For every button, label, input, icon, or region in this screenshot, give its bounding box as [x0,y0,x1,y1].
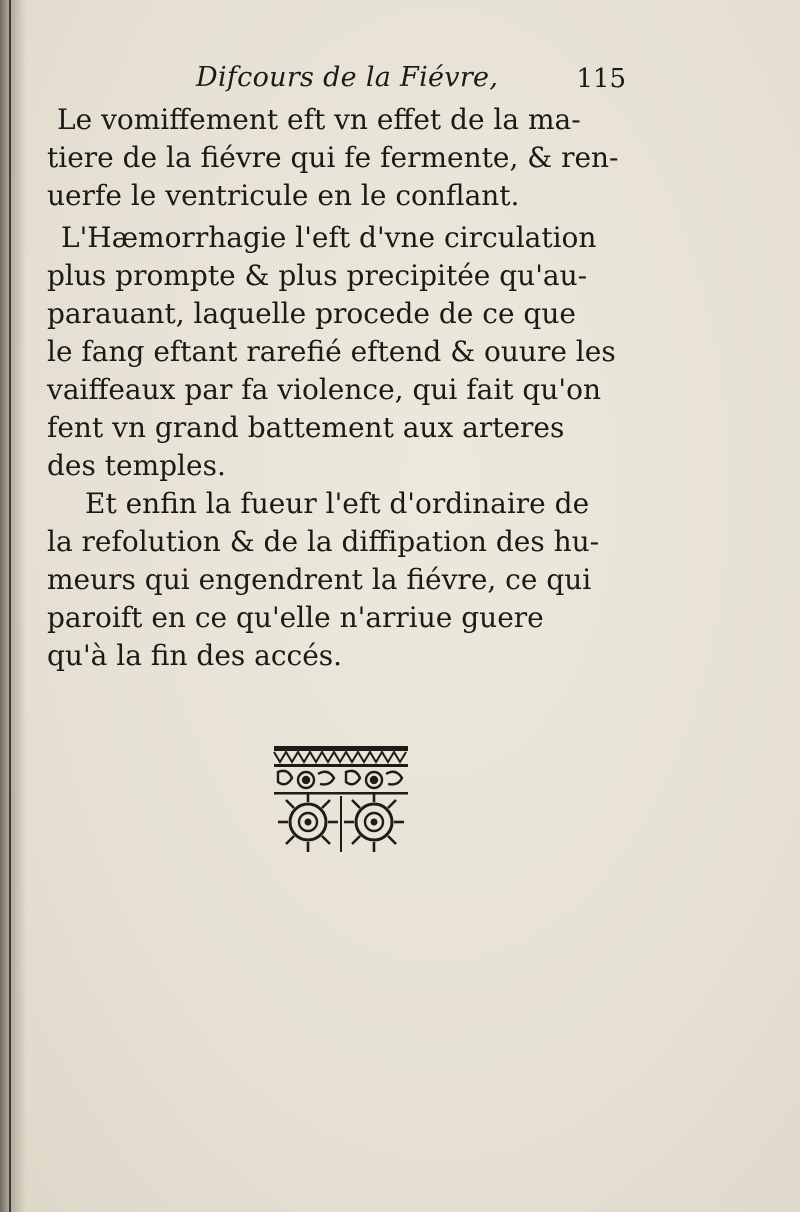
text-line: qu'à la fin des accés. [47,639,343,672]
text-line: meurs qui engendrent la fiévre, ce qui [47,563,592,596]
spine-edge [9,0,11,1212]
text-line: uerfe le ventricule en le conflant. [47,179,520,212]
text-line: parauant, laquelle procede de ce que [47,297,576,330]
text-line: des temples. [47,449,226,482]
text-line: fent vn grand battement aux arteres [47,411,565,444]
text-line: paroift en ce qu'elle n'arriue guere [47,601,544,634]
running-title: Difcours de la Fiévre, [196,62,499,93]
text-line: le fang eftant rarefié eftend & ouure les [47,335,616,368]
text-line: la refolution & de la diffipation des hu- [47,525,600,558]
text-line: plus prompte & plus precipitée qu'au- [47,259,588,292]
page-number: 115 [576,64,626,94]
gutter-shadow [0,0,26,1212]
text-line: Le vomiffement eft vn effet de la ma- [57,103,581,136]
text-line: L'Hæmorrhagie l'eft d'vne circulation [61,221,597,254]
text-line: tiere de la fiévre qui fe fermente, & ren- [47,141,619,174]
text-line: Et enfin la fueur l'eft d'ordinaire de [85,487,590,520]
text-line: vaiffeaux par fa violence, qui fait qu'on [47,373,601,406]
fleuron-ornament-icon [272,744,410,854]
